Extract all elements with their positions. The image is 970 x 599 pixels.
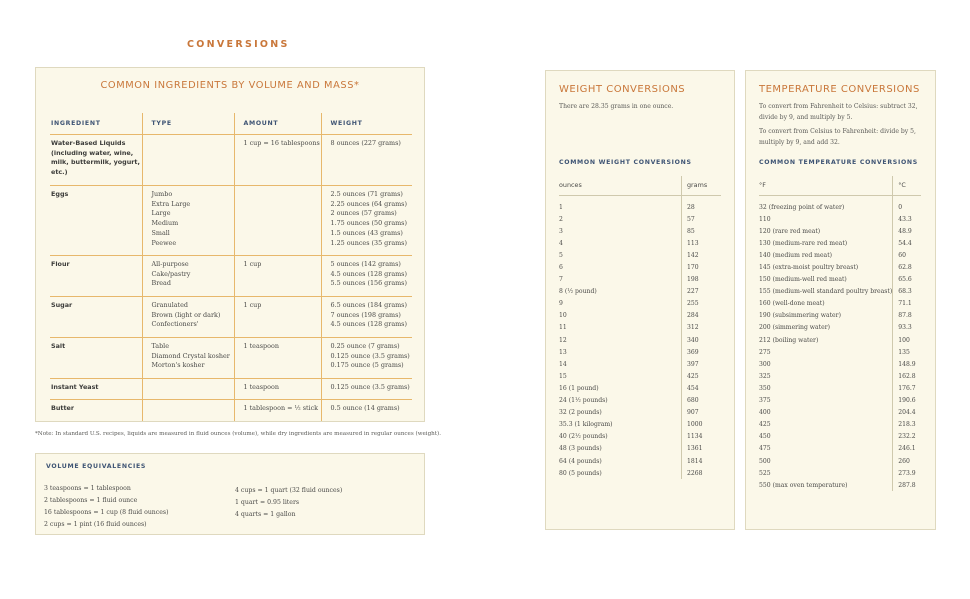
table-row	[759, 298, 921, 310]
celsius-cell: 162.8	[893, 370, 921, 382]
temperature-intro-f-to-c: To convert from Fahrenheit to Celsius: subtract 32, divide by 9, and multiply by 5.	[759, 103, 918, 121]
fahrenheit-cell: 200 (simmering water)	[759, 324, 831, 332]
ounces-cell: 6	[559, 264, 563, 272]
volume-list-left	[44, 483, 169, 531]
fahrenheit-cell: 140 (medium red meat)	[759, 251, 833, 259]
table-row	[759, 322, 921, 334]
fahrenheit-cell: 160 (well-done meat)	[759, 300, 825, 308]
grams-cell: 28	[682, 201, 722, 213]
fahrenheit-cell: 155 (medium-well standard poultry breast)	[759, 288, 893, 296]
temperature-table	[759, 176, 921, 491]
ounces-cell: 13	[559, 348, 567, 356]
fahrenheit-cell: 475	[759, 445, 771, 453]
table-row	[759, 261, 921, 273]
celsius-cell: 0	[893, 201, 921, 213]
temperature-column-fahrenheit: °F	[759, 176, 893, 196]
table-row	[559, 382, 721, 394]
fahrenheit-cell: 212 (boiling water)	[759, 336, 819, 344]
celsius-cell: 287.8	[893, 479, 921, 491]
column-header-ingredient: INGREDIENT	[50, 113, 142, 135]
table-row	[50, 135, 412, 186]
type-cell	[142, 379, 234, 400]
table-row	[759, 431, 921, 443]
grams-cell: 2268	[682, 467, 722, 479]
footnote: *Note: In standard U.S. recipes, liquids are measured in fluid ounces (volume), while dry ingredients are measured in regular ounces (weight).	[35, 431, 441, 437]
grams-cell: 1134	[682, 431, 722, 443]
table-row	[559, 358, 721, 370]
celsius-cell: 43.3	[893, 213, 921, 225]
volume-item: 4 quarts = 1 gallon	[235, 511, 296, 518]
celsius-cell: 87.8	[893, 310, 921, 322]
table-row	[759, 358, 921, 370]
table-row	[559, 395, 721, 407]
ingredient-cell: Eggs	[50, 186, 142, 256]
fahrenheit-cell: 130 (medium-rare red meat)	[759, 239, 848, 247]
celsius-cell: 54.4	[893, 237, 921, 249]
weight-cell: 5 ounces (142 grams) 4.5 ounces (128 grams) 5.5 ounces (156 grams)	[321, 256, 412, 297]
fahrenheit-cell: 325	[759, 372, 771, 380]
grams-cell: 227	[682, 286, 722, 298]
table-row	[559, 443, 721, 455]
celsius-cell: 71.1	[893, 298, 921, 310]
table-row	[559, 370, 721, 382]
ounces-cell: 64 (4 pounds)	[559, 457, 602, 465]
ounces-cell: 16 (1 pound)	[559, 384, 599, 392]
grams-cell: 454	[682, 382, 722, 394]
ounces-cell: 5	[559, 251, 563, 259]
fahrenheit-cell: 275	[759, 348, 771, 356]
volume-item: 16 tablespoons = 1 cup (8 fluid ounces)	[44, 509, 169, 516]
ounces-cell: 9	[559, 300, 563, 308]
temperature-subtitle: COMMON TEMPERATURE CONVERSIONS	[759, 159, 918, 166]
amount-cell	[234, 186, 321, 256]
table-row	[759, 382, 921, 394]
amount-cell: 1 teaspoon	[234, 338, 321, 379]
temperature-intro-c-to-f: To convert from Celsius to Fahrenheit: divide by 5, multiply by 9, and add 32.	[759, 128, 916, 146]
fahrenheit-cell: 120 (rare red meat)	[759, 227, 821, 235]
fahrenheit-cell: 32 (freezing point of water)	[759, 203, 845, 211]
fahrenheit-cell: 350	[759, 384, 771, 392]
table-row	[759, 370, 921, 382]
celsius-cell: 246.1	[893, 443, 921, 455]
grams-cell: 1361	[682, 443, 722, 455]
table-row	[759, 310, 921, 322]
weight-title: WEIGHT CONVERSIONS	[559, 84, 686, 95]
grams-cell: 198	[682, 274, 722, 286]
table-row	[559, 249, 721, 261]
grams-cell: 85	[682, 225, 722, 237]
weight-subtitle: COMMON WEIGHT CONVERSIONS	[559, 159, 692, 166]
ingredient-cell: Butter	[51, 404, 75, 412]
weight-cell: 0.5 ounce (14 grams)	[321, 400, 412, 421]
ounces-cell: 24 (1½ pounds)	[559, 397, 608, 405]
table-row	[759, 225, 921, 237]
volume-item: 4 cups = 1 quart (32 fluid ounces)	[235, 487, 343, 494]
page-title: CONVERSIONS	[187, 39, 290, 50]
grams-cell: 1814	[682, 455, 722, 467]
table-row	[759, 346, 921, 358]
grams-cell: 680	[682, 395, 722, 407]
volume-item: 3 teaspoons = 1 tablespoon	[44, 485, 131, 492]
ingredient-cell: Salt	[50, 338, 142, 379]
table-row	[50, 338, 412, 379]
celsius-cell: 62.8	[893, 261, 921, 273]
ounces-cell: 80 (5 pounds)	[559, 469, 602, 477]
weight-column-ounces: ounces	[559, 176, 682, 196]
fahrenheit-cell: 450	[759, 433, 771, 441]
volume-item: 2 cups = 1 pint (16 fluid ounces)	[44, 521, 147, 528]
table-row	[559, 213, 721, 225]
weight-cell: 0.25 ounce (7 grams) 0.125 ounce (3.5 grams) 0.175 ounce (5 grams)	[321, 338, 412, 379]
ingredient-cell: Sugar	[50, 297, 142, 338]
table-row	[759, 407, 921, 419]
grams-cell: 113	[682, 237, 722, 249]
ounces-cell: 11	[559, 324, 567, 332]
fahrenheit-cell: 110	[759, 215, 771, 223]
amount-cell: 1 teaspoon	[234, 379, 321, 400]
table-row	[559, 225, 721, 237]
table-row	[559, 274, 721, 286]
table-row	[50, 400, 412, 421]
table-row	[559, 261, 721, 273]
grams-cell: 142	[682, 249, 722, 261]
weight-panel	[545, 70, 735, 530]
fahrenheit-cell: 550 (max oven temperature)	[759, 481, 848, 489]
table-row	[759, 334, 921, 346]
weight-table	[559, 176, 721, 479]
ingredients-title: COMMON INGREDIENTS BY VOLUME AND MASS*	[100, 80, 360, 91]
celsius-cell: 273.9	[893, 467, 921, 479]
fahrenheit-cell: 145 (extra-moist poultry breast)	[759, 264, 859, 272]
column-header-amount: AMOUNT	[234, 113, 321, 135]
table-row	[559, 346, 721, 358]
celsius-cell: 148.9	[893, 358, 921, 370]
ounces-cell: 48 (3 pounds)	[559, 445, 602, 453]
grams-cell: 1000	[682, 419, 722, 431]
fahrenheit-cell: 500	[759, 457, 771, 465]
column-header-weight: WEIGHT	[321, 113, 412, 135]
table-row	[759, 395, 921, 407]
type-cell: Table Diamond Crystal kosher Morton's kosher	[142, 338, 234, 379]
ingredients-table	[50, 113, 412, 421]
ounces-cell: 1	[559, 203, 563, 211]
table-row	[559, 334, 721, 346]
temperature-column-celsius: °C	[893, 176, 921, 196]
grams-cell: 397	[682, 358, 722, 370]
grams-cell: 284	[682, 310, 722, 322]
weight-column-grams: grams	[682, 176, 722, 196]
celsius-cell: 93.3	[893, 322, 921, 334]
table-row	[759, 274, 921, 286]
amount-cell: 1 cup = 16 tablespoons	[234, 135, 321, 186]
table-row	[759, 443, 921, 455]
fahrenheit-cell: 300	[759, 360, 771, 368]
table-row	[559, 407, 721, 419]
table-row	[759, 286, 921, 298]
type-cell: Granulated Brown (light or dark) Confectioners'	[142, 297, 234, 338]
table-row	[559, 455, 721, 467]
weight-cell: 2.5 ounces (71 grams) 2.25 ounces (64 grams) 2 ounces (57 grams) 1.75 ounces (50 grams) 1.5 ounces (43 grams) 1.25 ounces (35 grams)	[321, 186, 412, 256]
table-row	[559, 322, 721, 334]
fahrenheit-cell: 190 (subsimmering water)	[759, 312, 841, 320]
table-row	[759, 237, 921, 249]
table-row	[759, 201, 921, 213]
celsius-cell: 60	[893, 249, 921, 261]
table-row	[559, 310, 721, 322]
table-row	[759, 479, 921, 491]
table-row	[559, 201, 721, 213]
grams-cell: 170	[682, 261, 722, 273]
ounces-cell: 10	[559, 312, 567, 320]
grams-cell: 907	[682, 407, 722, 419]
table-row	[559, 419, 721, 431]
celsius-cell: 260	[893, 455, 921, 467]
table-row	[50, 297, 412, 338]
ounces-cell: 40 (2½ pounds)	[559, 433, 608, 441]
celsius-cell: 65.6	[893, 274, 921, 286]
fahrenheit-cell: 375	[759, 397, 771, 405]
ounces-cell: 7	[559, 276, 563, 284]
ounces-cell: 2	[559, 215, 563, 223]
table-row	[559, 237, 721, 249]
ingredient-cell: Water-Based Liquids (including water, wine, milk, buttermilk, yogurt, etc.)	[50, 135, 142, 186]
grams-cell: 312	[682, 322, 722, 334]
fahrenheit-cell: 400	[759, 409, 771, 417]
ounces-cell: 35.3 (1 kilogram)	[559, 421, 613, 429]
celsius-cell: 232.2	[893, 431, 921, 443]
weight-cell: 8 ounces (227 grams)	[321, 135, 412, 186]
fahrenheit-cell: 425	[759, 421, 771, 429]
ounces-cell: 32 (2 pounds)	[559, 409, 602, 417]
ounces-cell: 14	[559, 360, 567, 368]
grams-cell: 340	[682, 334, 722, 346]
table-row	[50, 186, 412, 256]
table-row	[559, 298, 721, 310]
fahrenheit-cell: 525	[759, 469, 771, 477]
celsius-cell: 218.3	[893, 419, 921, 431]
table-row	[50, 379, 412, 400]
ounces-cell: 8 (½ pound)	[559, 288, 597, 296]
type-cell: All-purpose Cake/pastry Bread	[142, 256, 234, 297]
table-row	[759, 455, 921, 467]
volume-panel	[35, 453, 425, 535]
table-row	[759, 419, 921, 431]
weight-cell: 0.125 ounce (3.5 grams)	[321, 379, 412, 400]
ounces-cell: 12	[559, 336, 567, 344]
table-row	[759, 249, 921, 261]
table-row	[559, 467, 721, 479]
celsius-cell: 204.4	[893, 407, 921, 419]
type-cell	[142, 135, 234, 186]
amount-cell: 1 cup	[234, 256, 321, 297]
grams-cell: 57	[682, 213, 722, 225]
table-row	[759, 467, 921, 479]
table-row	[50, 256, 412, 297]
fahrenheit-cell: 150 (medium-well red meat)	[759, 276, 847, 284]
ingredients-panel	[35, 67, 425, 422]
weight-intro: There are 28.35 grams in one ounce.	[559, 103, 674, 110]
celsius-cell: 48.9	[893, 225, 921, 237]
celsius-cell: 190.6	[893, 395, 921, 407]
ingredient-cell: Instant Yeast	[50, 379, 142, 400]
volume-list-right	[235, 485, 342, 521]
temperature-title: TEMPERATURE CONVERSIONS	[759, 84, 920, 95]
table-row	[559, 431, 721, 443]
celsius-cell: 135	[893, 346, 921, 358]
grams-cell: 255	[682, 298, 722, 310]
ingredient-cell: Flour	[50, 256, 142, 297]
table-row	[759, 213, 921, 225]
volume-title: VOLUME EQUIVALENCIES	[46, 463, 147, 470]
celsius-cell: 100	[893, 334, 921, 346]
celsius-cell: 176.7	[893, 382, 921, 394]
ounces-cell: 15	[559, 372, 567, 380]
table-row	[559, 286, 721, 298]
grams-cell: 425	[682, 370, 722, 382]
type-cell: Jumbo Extra Large Large Medium Small Peewee	[142, 186, 234, 256]
volume-item: 1 quart = 0.95 liters	[235, 499, 300, 506]
volume-item: 2 tablespoons = 1 fluid ounce	[44, 497, 138, 504]
type-cell	[142, 400, 234, 421]
weight-cell: 6.5 ounces (184 grams) 7 ounces (198 grams) 4.5 ounces (128 grams)	[321, 297, 412, 338]
amount-cell: 1 cup	[234, 297, 321, 338]
ounces-cell: 3	[559, 227, 563, 235]
celsius-cell: 68.3	[893, 286, 921, 298]
grams-cell: 369	[682, 346, 722, 358]
temperature-panel	[745, 70, 936, 530]
ounces-cell: 4	[559, 239, 563, 247]
column-header-type: TYPE	[142, 113, 234, 135]
amount-cell: 1 tablespoon = ½ stick	[234, 400, 321, 421]
